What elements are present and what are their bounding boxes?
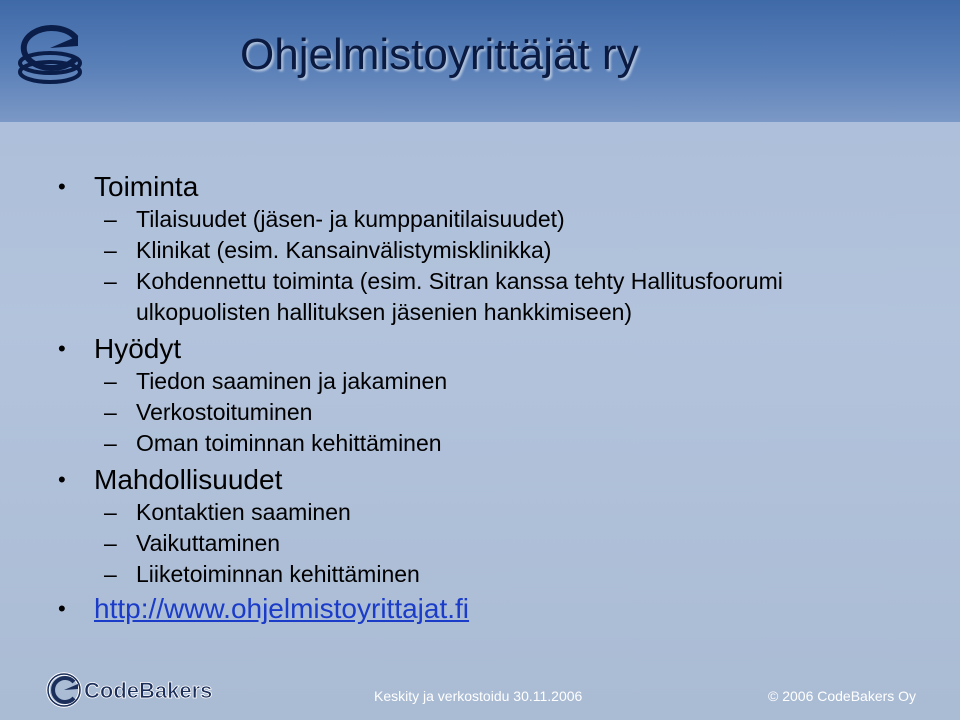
subitem-text: Kontaktien saaminen [136, 499, 351, 525]
subitem [58, 235, 918, 266]
bullet-dot-icon: • [58, 336, 66, 361]
subitem [58, 559, 918, 590]
subitem-text: Klinikat (esim. Kansainvälistymisklinikka) [136, 237, 552, 263]
slide-title: Ohjelmistoyrittäjät ry [240, 30, 639, 79]
subitem [58, 266, 918, 328]
subitem [58, 428, 918, 459]
dash-icon: – [104, 430, 117, 456]
subitem [58, 204, 918, 235]
dash-icon: – [104, 368, 117, 394]
subitem-text: Kohdennettu toiminta (esim. Sitran kanssa tehty Hallitusfoorumi ulkopuolisten hallituksen jäsenien hankkimiseen) [136, 268, 783, 325]
bullet-toiminta [58, 170, 918, 204]
subitem-text: Liiketoiminnan kehittäminen [136, 561, 420, 587]
dash-icon: – [104, 499, 117, 525]
bullet-text: Hyödyt [94, 333, 182, 364]
header-band [0, 0, 960, 122]
dash-icon: – [104, 561, 117, 587]
bullet-list [58, 168, 918, 626]
subitem-text: Tiedon saaminen ja jakaminen [136, 368, 448, 394]
website-link[interactable]: http://www.ohjelmistoyrittajat.fi [94, 593, 470, 624]
bullet-text: Toiminta [94, 171, 199, 202]
bullet-dot-icon: • [58, 596, 66, 621]
subitem-text: Oman toiminnan kehittäminen [136, 430, 442, 456]
subitem-text: Tilaisuudet (jäsen- ja kumppanitilaisuudet) [136, 206, 565, 232]
footer [0, 660, 960, 720]
subitem [58, 397, 918, 428]
footer-copyright: © 2006 CodeBakers Oy [768, 688, 917, 704]
bullet-hyodyt [58, 332, 918, 366]
bullet-link [58, 592, 918, 626]
bullet-dot-icon: • [58, 174, 66, 199]
dash-icon: – [104, 268, 117, 294]
disc-stack-logo-icon [14, 16, 86, 88]
subitem [58, 497, 918, 528]
bullet-dot-icon: • [58, 467, 66, 492]
dash-icon: – [104, 206, 117, 232]
subitem [58, 528, 918, 559]
dash-icon: – [104, 237, 117, 263]
subitem [58, 366, 918, 397]
footer-event: Keskity ja verkostoidu 30.11.2006 [374, 688, 583, 704]
bullet-mahdollisuudet [58, 463, 918, 497]
dash-icon: – [104, 530, 117, 556]
dash-icon: – [104, 399, 117, 425]
codebakers-logo [44, 670, 214, 710]
subitem-text: Verkostoituminen [136, 399, 313, 425]
logo-text: CodeBakers [84, 678, 213, 703]
bullet-text: Mahdollisuudet [94, 464, 283, 495]
subitem-text: Vaikuttaminen [136, 530, 281, 556]
